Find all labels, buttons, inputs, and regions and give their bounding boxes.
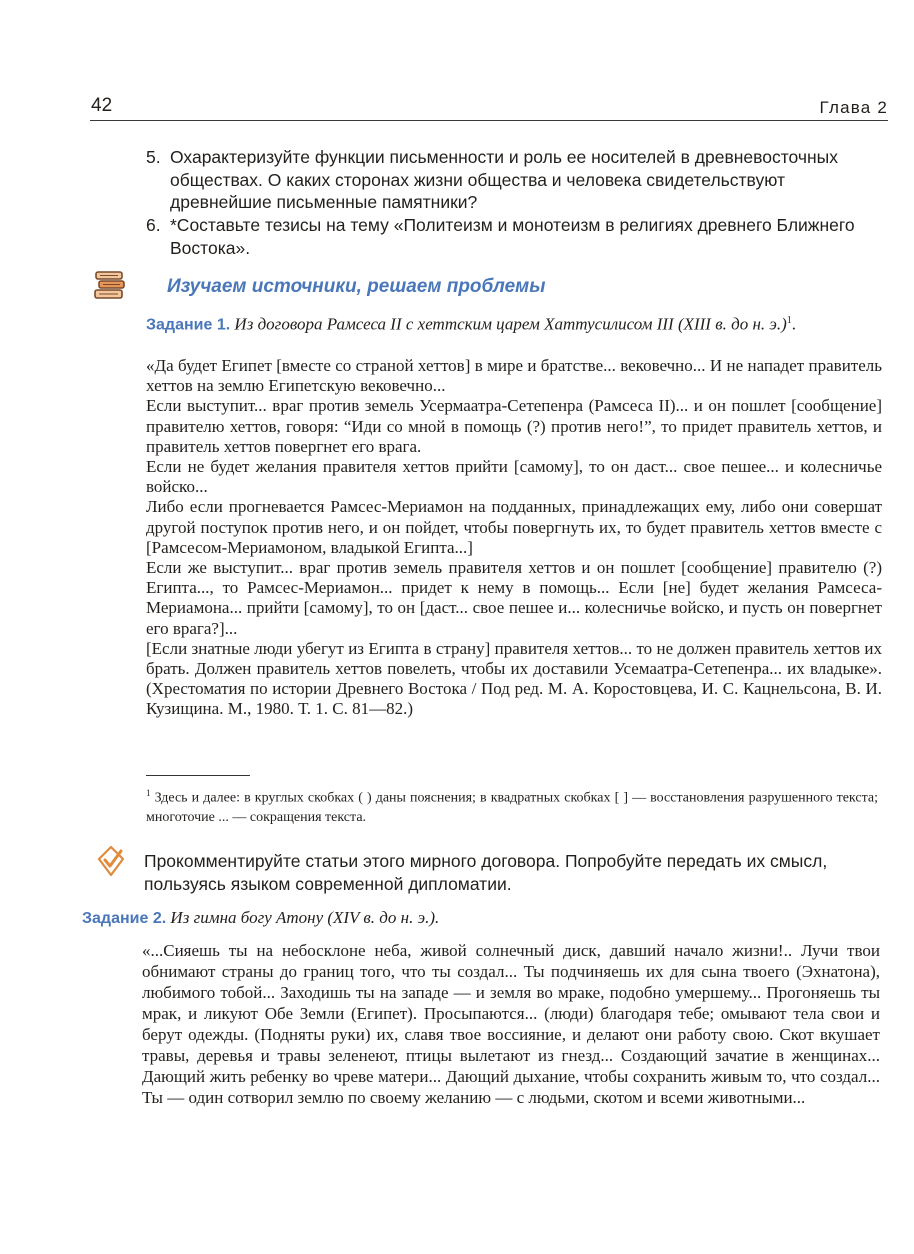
section-title: Изучаем источники, решаем проблемы [167,276,546,297]
paragraph: [Если знатные люди убегут из Египта в страну] правителя хеттов... то не должен правитель хеттов их брать. Должен правитель хеттов повелеть, чтобы их доставили Усемаатра-Сетепенра... их владыке». (Хрестоматия по истории Древнего Востока / Под ред. М. А. Коростовцева, И. С. Кацнельсона, В. И. Кузищина. М., 1980. Т. 1. С. 81—82.) [146,638,882,719]
books-icon [93,268,127,302]
footnote-text: Здесь и далее: в круглых скобках ( ) даны пояснения; в квадратных скобках [ ] — восстановления разрушенного текста; многоточие ... — сокращения текста. [146,790,878,825]
paragraph: Если же выступит... враг против земель правителя хеттов и он пошлет [сообщение] правителю (?) Египта..., то Рамсес-Мериамон... придет к нему в помощь... Если [не] будет желания Рамсеса-Мериамона... прийти [самому], то он [даст... свое пешее и... колесничье войско, и пусть он повергнет его врага?]... [146,558,882,638]
paragraph: Если выступит... враг против земель Усермаатра-Сетепенра (Рамсеса II)... и он пошлет [сообщение] правителю хеттов, говоря: “Иди со мной в помощь (?) против него!”, то придет правитель хеттов, и правитель хеттов повергнет его врага. [146,396,882,456]
task2-label: Задание 2. [82,910,167,927]
task1-text [146,356,882,720]
question-text: *Составьте тезисы на тему «Политеизм и монотеизм в религиях древнего Ближнего Востока». [170,215,855,258]
page-number: 42 [91,95,113,116]
footnote [146,784,878,827]
task1-label: Задание 1. [146,316,231,334]
task2-source: Из гимна богу Атону (XIV в. до н. э.). [170,908,440,927]
task2-text: «...Сияешь ты на небосклоне неба, живой солнечный диск, давший начало жизни!.. Лучи твои обнимают страны до границ того, что ты создал... Ты подчиняешь их для сына твоего (Эхнатона), любимого тобой... Заходишь ты на западе — и земля во мраке, подобно умершему... Прогоняешь ты мрак, и ликуют Обе Земли (Египет). Просыпаются... (люди) благодаря тебе; омывают тела свои и берут одежды. (Подняты руки) их, славя твое воссияние, и делают они работу свою. Скот вкушает травы, деревья и травы зеленеют, птицы вылетают из гнезд... Создающий зачатие в женщинах... Дающий жить ребенку во чреве матери... Дающий дыхание, чтобы сохранить живым то, что создал... Ты — один сотворил землю по своему желанию — с людьми, скотом и всеми животными... [142,941,880,1107]
task2-heading [82,908,882,929]
paragraph: «Да будет Египет [вместе со страной хеттов] в мире и братстве... вековечно... И не нападет правитель хеттов на землю Египетскую вековечно... [146,356,882,396]
comment-prompt: Прокомментируйте статьи этого мирного договора. Попробуйте передать их смысл, пользуясь языком современной дипломатии. [144,851,828,894]
question-text: Охарактеризуйте функции письменности и роль ее носителей в древневосточных обществах. О каких сторонах жизни общества и человека свидетельствуют древнейшие письменные памятники? [170,147,838,212]
task1-heading: Задание 1. Из договора Рамсеса II с хеттским царем Хаттусилисом III (XIII в. до н. э.)$^1$. [146,314,797,334]
paragraph: Либо если прогневается Рамсес-Мериамон на подданных, принадлежащих ему, либо они совершат другой поступок против него, и он пойдет, чтобы повергнуть их, то будет правитель хеттов вместе с [Рамсесом-Мериамоном, владыкой Египта...] [146,497,882,557]
footnote-mark: 1 [786,315,792,326]
chapter-title: Глава 2 [819,98,888,117]
question-5 [146,146,884,214]
header-rule [90,120,888,121]
footnote-number: 1 [146,788,151,798]
task1-source: Из договора Рамсеса II с хеттским царем Хаттусилисом III (XIII в. до н. э.) [234,314,787,334]
question-6 [146,214,884,259]
footnote-rule [146,775,250,776]
paragraph: Если не будет желания правителя хеттов прийти [самому], то он даст... свое пешее... и колесничье войско... [146,457,882,497]
question-number: 5. [146,147,161,167]
question-number: 6. [146,215,161,235]
checkmark-icon [96,843,126,879]
